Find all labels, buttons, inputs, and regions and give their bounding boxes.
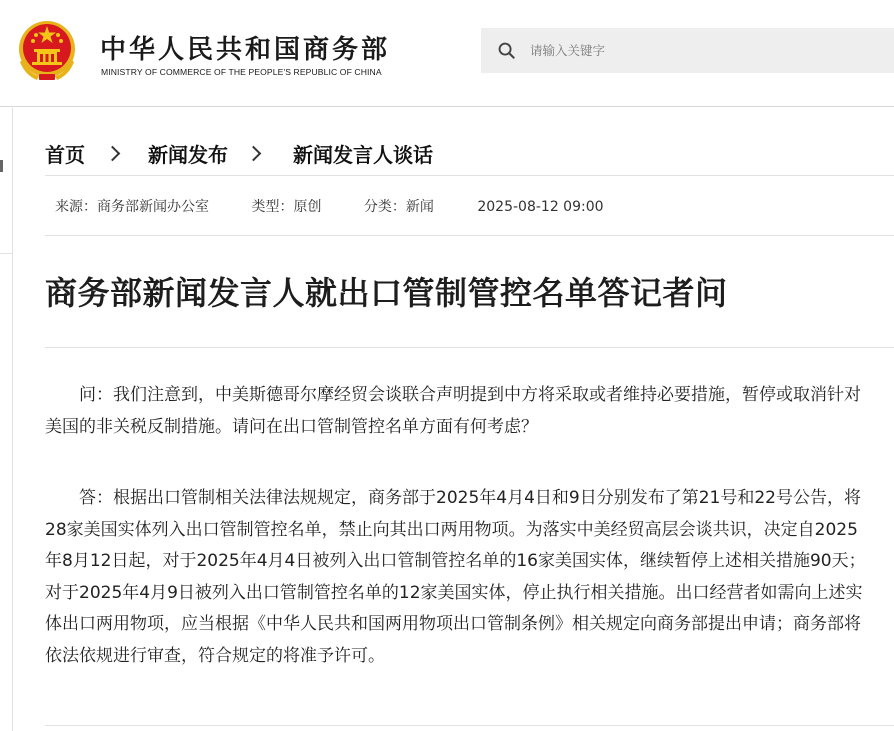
breadcrumb-news-link[interactable]: 新闻发布 — [148, 142, 228, 167]
search-box[interactable] — [481, 28, 894, 73]
article-paragraph-question: 问：我们注意到，中美斯德哥尔摩经贸会谈联合声明提到中方将采取或者维持必要措施，暂停或取消针对美国的非关税反制措施。请问在出口管制管控名单方面有何考虑？ — [45, 385, 861, 437]
meta-source: 来源：商务部新闻办公室 — [55, 199, 209, 215]
article-paragraph-answer: 答：根据出口管制相关法律法规规定，商务部于2025年4月4日和9日分别发布了第21号和22号公告，将28家美国实体列入出口管制管控名单，禁止向其出口两用物项。为落实中美经贸高层会谈共识，决定自2025年8月12日起，对于2025年4月4日被列入出口管制管控名单的16家美国实体，继续暂停上述相关措施90天；对于2025年4月9日被列入出口管制管控名单的12家美国实体，停止执行相关措施。出口经营者如需向上述实体出口两用物项，应当根据《中华人民共和国两用物项出口管制条例》相关规定向商务部提出申请；商务部将依法依规进行审查，符合规定的将准予许可。 — [45, 488, 866, 666]
title-divider — [45, 347, 894, 348]
meta-datetime: 2025-08-12 09:00 — [477, 199, 604, 215]
meta-category: 分类：新闻 — [363, 199, 434, 215]
site-header — [0, 0, 894, 107]
left-panel-border — [12, 106, 13, 731]
breadcrumb-home-link[interactable]: 首页 — [45, 142, 85, 167]
breadcrumb-spokesperson-link[interactable]: 新闻发言人谈话 — [293, 142, 433, 167]
search-icon[interactable] — [497, 41, 516, 60]
chevron-right-icon — [105, 145, 121, 161]
site-title-en[interactable]: MINISTRY OF COMMERCE OF THE PEOPLE'S REPUBLIC OF CHINA — [101, 67, 382, 77]
left-panel-divider — [0, 253, 12, 254]
article-title: 商务部新闻发言人就出口管制管控名单答记者问 — [45, 274, 728, 312]
breadcrumb — [45, 138, 433, 168]
breadcrumb-divider — [45, 175, 894, 176]
article-meta — [55, 196, 604, 216]
meta-type: 类型：原创 — [251, 199, 322, 215]
search-input[interactable] — [530, 36, 870, 64]
content-bottom-divider — [45, 725, 894, 726]
site-title-cn[interactable]: 中华人民共和国商务部 — [100, 35, 391, 65]
national-emblem-icon[interactable] — [17, 19, 77, 83]
meta-divider — [45, 235, 894, 236]
left-panel-marker — [0, 160, 3, 172]
chevron-right-icon — [246, 145, 262, 161]
